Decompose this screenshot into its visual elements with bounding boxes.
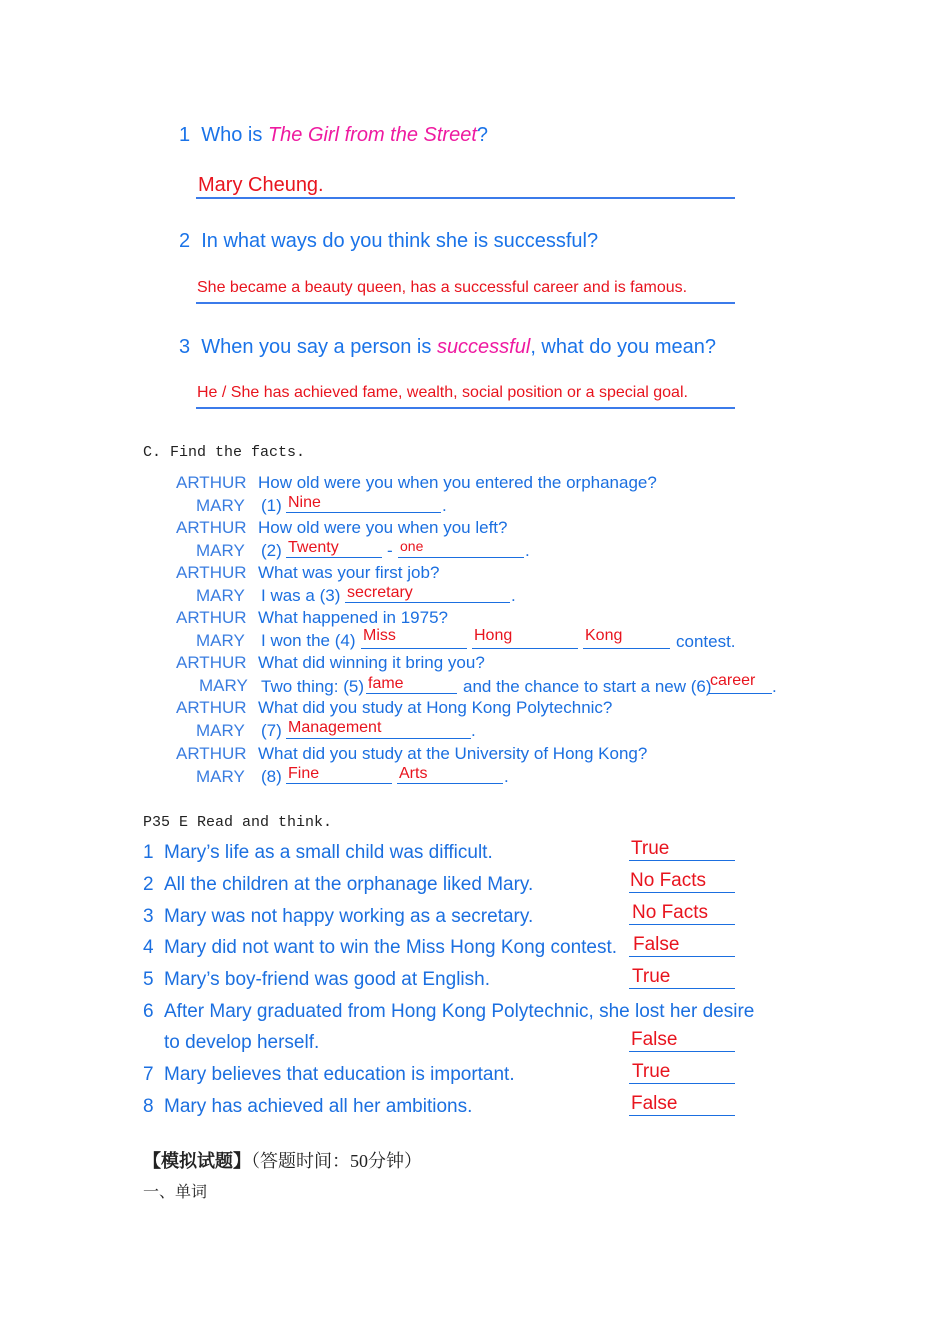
mary-line-5-answer-1: fame <box>368 675 404 692</box>
blank-2a-line <box>286 557 382 558</box>
arthur-line-4: What happened in 1975? <box>258 608 448 627</box>
mary-line-4-suffix: contest. <box>676 632 736 651</box>
mary-line-3-suffix: . <box>511 586 516 605</box>
speaker-mary: MARY <box>196 631 245 650</box>
item-answer: False <box>633 934 680 955</box>
q2-answer: She became a beauty queen, has a successful career and is famous. <box>197 279 688 296</box>
mary-line-4-answer-1: Miss <box>363 627 396 644</box>
item-statement: Mary did not want to win the Miss Hong Kong contest. <box>164 937 618 958</box>
mary-line-5-middle: and the chance to start a new (6) <box>463 677 712 696</box>
mary-line-3-answer: secretary <box>347 584 413 601</box>
blank-4b-line <box>472 648 578 649</box>
blank-8a-line <box>286 783 392 784</box>
item-statement: All the children at the orphanage liked Mary. <box>164 874 534 895</box>
mary-line-5-prefix: Two thing: (5) <box>261 677 364 696</box>
blank-6-line <box>708 693 772 694</box>
mary-line-3-prefix: I was a (3) <box>261 586 341 605</box>
mary-line-2-answer-2: one <box>400 538 424 554</box>
q1-number: 1 <box>179 124 191 146</box>
speaker-arthur: ARTHUR <box>176 563 247 582</box>
arthur-line-3: What was your first job? <box>258 563 440 582</box>
mary-line-7-answer-2: Arts <box>399 765 428 782</box>
q3-answer: He / She has achieved fame, wealth, social position or a special goal. <box>197 384 688 401</box>
q2-question: In what ways do you think she is successful? <box>201 230 599 252</box>
arthur-line-5: What did winning it bring you? <box>258 653 485 672</box>
q3-prefix: When you say a person is <box>201 336 437 358</box>
mary-line-4-prefix: I won the (4) <box>261 631 356 650</box>
blank-7-line <box>286 738 471 739</box>
q3-suffix: , what do you mean? <box>530 336 716 358</box>
arthur-line-6: What did you study at Hong Kong Polytechnic? <box>258 698 613 717</box>
section-c-heading: C. Find the facts. <box>143 444 306 461</box>
mary-line-6-answer: Management <box>288 719 382 736</box>
item-answer: No Facts <box>632 902 709 923</box>
part-1-heading: 一、单词 <box>143 1184 208 1201</box>
q1-text <box>179 124 488 147</box>
item-number: 6 <box>143 1001 154 1022</box>
mary-line-5-answer-2: career <box>710 672 756 689</box>
answer-line <box>629 1083 735 1084</box>
q3-text <box>179 336 716 359</box>
speaker-mary: MARY <box>196 496 245 515</box>
item-statement: Mary believes that education is important. <box>164 1064 515 1085</box>
item-number: 3 <box>143 906 154 927</box>
section-e-heading: P35 E Read and think. <box>143 814 333 831</box>
mary-line-7-answer-1: Fine <box>288 765 320 782</box>
item-number: 7 <box>143 1064 154 1085</box>
mary-line-1-suffix: . <box>442 496 447 515</box>
answer-line <box>629 860 735 861</box>
item-number: 4 <box>143 937 154 958</box>
item-statement-continued: to develop herself. <box>164 1032 320 1053</box>
blank-5-line <box>366 693 457 694</box>
speaker-mary: MARY <box>196 721 245 740</box>
q2-number: 2 <box>179 230 191 252</box>
speaker-arthur: ARTHUR <box>176 744 247 763</box>
answer-line <box>629 1115 735 1116</box>
mary-line-2-answer-1: Twenty <box>288 539 339 556</box>
item-answer: True <box>632 966 671 987</box>
mary-line-6-prefix: (7) <box>261 721 282 740</box>
speaker-arthur: ARTHUR <box>176 653 247 672</box>
mary-line-5-suffix: . <box>772 677 777 696</box>
mock-test-time-note: （答题时间：50分钟） <box>251 1151 422 1171</box>
item-number: 2 <box>143 874 154 895</box>
blank-3-line <box>345 602 510 603</box>
q1-suffix: ? <box>476 124 489 146</box>
q1-answer: Mary Cheung. <box>198 174 324 196</box>
arthur-line-1: How old were you when you entered the orphanage? <box>258 473 657 492</box>
mary-line-7-suffix: . <box>504 767 509 786</box>
mary-line-2-prefix: (2) <box>261 541 282 560</box>
speaker-mary: MARY <box>199 676 248 695</box>
item-statement: After Mary graduated from Hong Kong Polytechnic, she lost her desire <box>164 1001 755 1022</box>
item-answer: True <box>631 838 670 859</box>
mary-line-1-prefix: (1) <box>261 496 282 515</box>
q3-emphasis: successful <box>436 336 531 358</box>
blank-2b-line <box>398 557 524 558</box>
answer-line <box>629 956 735 957</box>
speaker-mary: MARY <box>196 586 245 605</box>
item-number: 1 <box>143 842 154 863</box>
mary-line-1-answer: Nine <box>288 494 321 511</box>
q3-number: 3 <box>179 336 191 358</box>
item-statement: Mary’s life as a small child was difficult. <box>164 842 493 863</box>
q1-title: The Girl from the Street <box>267 124 477 146</box>
answer-line <box>629 892 735 893</box>
item-statement: Mary was not happy working as a secretary. <box>164 906 534 927</box>
mary-line-2-dash: - <box>387 541 393 560</box>
speaker-arthur: ARTHUR <box>176 698 247 717</box>
arthur-line-7: What did you study at the University of Hong Kong? <box>258 744 648 763</box>
speaker-mary: MARY <box>196 767 245 786</box>
item-answer: False <box>631 1093 678 1114</box>
q2-answer-line <box>196 302 735 304</box>
item-answer: True <box>632 1061 671 1082</box>
item-answer: No Facts <box>630 870 707 891</box>
blank-1-line <box>286 512 441 513</box>
q3-answer-line <box>196 407 735 409</box>
blank-8b-line <box>397 783 503 784</box>
speaker-mary: MARY <box>196 541 245 560</box>
item-answer: False <box>631 1029 678 1050</box>
speaker-arthur: ARTHUR <box>176 518 247 537</box>
answer-line <box>629 924 735 925</box>
mary-line-7-prefix: (8) <box>261 767 282 786</box>
speaker-arthur: ARTHUR <box>176 608 247 627</box>
mary-line-4-answer-3: Kong <box>585 627 623 644</box>
mock-test-title: 【模拟试题】 <box>143 1151 251 1171</box>
answer-line <box>629 988 735 989</box>
q1-answer-line <box>196 197 735 199</box>
item-number: 5 <box>143 969 154 990</box>
blank-4a-line <box>361 648 467 649</box>
mary-line-4-answer-2: Hong <box>474 627 513 644</box>
item-statement: Mary has achieved all her ambitions. <box>164 1096 473 1117</box>
arthur-line-2: How old were you when you left? <box>258 518 508 537</box>
q2-text <box>179 230 598 253</box>
mary-line-2-suffix: . <box>525 541 530 560</box>
q1-prefix: Who is <box>201 124 268 146</box>
mock-test-heading <box>143 1147 422 1173</box>
mary-line-6-suffix: . <box>471 721 476 740</box>
item-statement: Mary’s boy-friend was good at English. <box>164 969 490 990</box>
blank-4c-line <box>583 648 670 649</box>
answer-line <box>629 1051 735 1052</box>
item-number: 8 <box>143 1096 154 1117</box>
speaker-arthur: ARTHUR <box>176 473 247 492</box>
